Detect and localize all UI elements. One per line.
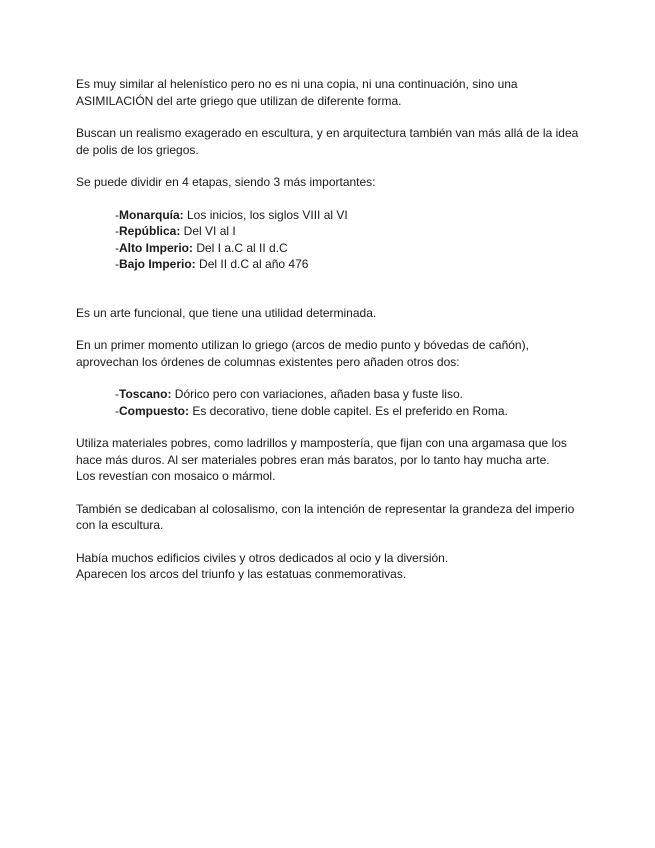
text-line: Había muchos edificios civiles y otros dedicados al ocio y la diversión. <box>76 550 449 565</box>
text-line: Los revestían con mosaico o mármol. <box>76 469 276 483</box>
text-line: Utiliza materiales pobres, como ladrillos y mampostería, que fijan con una argamasa que los <box>76 436 567 450</box>
list-term: Toscano: <box>119 387 172 401</box>
paragraph-greek-influence <box>76 337 595 370</box>
orders-list <box>76 386 595 419</box>
text-line: Se puede dividir en 4 etapas, siendo 3 más importantes: <box>76 175 376 189</box>
text-line: Buscan un realismo exagerado en escultura, y en arquitectura también van más allá de la idea <box>76 126 579 140</box>
list-term: Monarquía: <box>119 207 184 222</box>
text-line: Aparecen los arcos del triunfo y las estatuas conmemorativas. <box>76 567 407 581</box>
list-item: -Compuesto: Es decorativo, tiene doble capitel. Es el preferido en Roma. <box>115 403 508 418</box>
list-item: -Toscano: Dórico pero con variaciones, añaden basa y fuste liso. <box>115 387 463 401</box>
text-line: Es muy similar al helenístico pero no es ni una copia, ni una continuación, sino una <box>76 77 518 91</box>
paragraph-intro <box>76 76 595 109</box>
list-text: Del II d.C al año 476 <box>195 257 309 271</box>
text-line: También se dedicaban al colosalismo, con la intención de representar la grandeza del imperio <box>76 501 575 516</box>
paragraph-stages-intro <box>76 174 595 191</box>
paragraph-colossalism <box>76 501 595 534</box>
list-text: Es decorativo, tiene doble capitel. Es el preferido en Roma. <box>189 403 508 418</box>
list-term: Alto Imperio: <box>119 240 193 255</box>
text-line: hace más duros. Al ser materiales pobres eran más baratos, por lo tanto hay mucha arte. <box>76 452 550 467</box>
list-text: Del I a.C al II d.C <box>193 240 288 255</box>
paragraph-materials <box>76 435 595 485</box>
paragraph-buildings <box>76 550 595 583</box>
list-text: Del VI al I <box>180 224 236 238</box>
list-term: República: <box>119 224 181 238</box>
text-line: de polis de los griegos. <box>76 142 199 157</box>
text-line: Es un arte funcional, que tiene una utilidad determinada. <box>76 305 377 320</box>
text-line: con la escultura. <box>76 518 164 532</box>
list-item: -República: Del VI al I <box>115 224 236 238</box>
stages-list <box>76 207 595 273</box>
list-term: Bajo Imperio: <box>119 257 196 271</box>
text-line: aprovechan los órdenes de columnas existentes pero añaden otros dos: <box>76 354 460 369</box>
text-line: En un primer momento utilizan lo griego (arcos de medio punto y bóvedas de cañón), <box>76 338 529 352</box>
list-term: Compuesto: <box>119 403 189 418</box>
paragraph-functional <box>76 305 595 322</box>
list-item: -Bajo Imperio: Del II d.C al año 476 <box>115 257 309 271</box>
list-item: -Monarquía: Los inicios, los siglos VIII al VI <box>115 207 348 222</box>
text-line: ASIMILACIÓN del arte griego que utilizan de diferente forma. <box>76 93 402 108</box>
list-text: Los inicios, los siglos VIII al VI <box>183 207 348 222</box>
list-item: -Alto Imperio: Del I a.C al II d.C <box>115 240 288 255</box>
paragraph-realism <box>76 125 595 158</box>
list-text: Dórico pero con variaciones, añaden basa y fuste liso. <box>171 387 463 401</box>
